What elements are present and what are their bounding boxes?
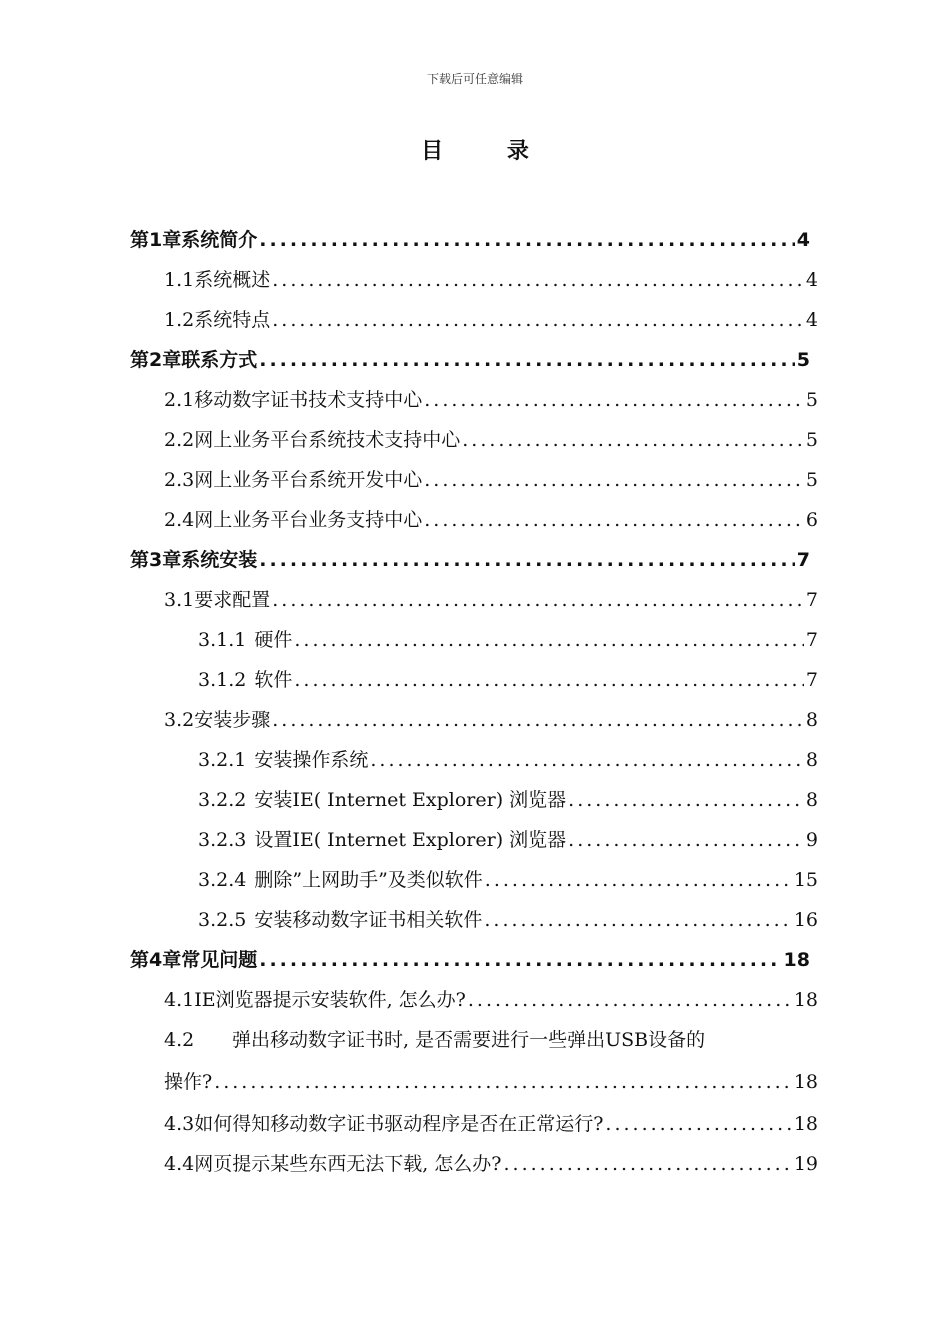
dot-leader (214, 1062, 792, 1102)
page-title: 目 录 (421, 139, 557, 164)
entry-title: 如何得知移动数字证书驱动程序是否在正常运行? (194, 1113, 604, 1135)
toc-entry-2-1[interactable] (164, 380, 818, 420)
entry-title: 系统概述 (194, 269, 271, 291)
page-number: 18 (793, 1071, 818, 1093)
page-number: 15 (793, 869, 818, 891)
page-number: 7 (796, 549, 810, 571)
entry-number: 4.2 (164, 1029, 195, 1051)
page-number: 7 (805, 629, 818, 651)
entry-number: 3.1.1 (198, 629, 247, 651)
page-number: 9 (805, 829, 818, 851)
entry-title: 网上业务平台系统开发中心 (194, 469, 423, 491)
toc-entry-3-2[interactable] (164, 700, 818, 740)
dot-leader (259, 220, 795, 260)
page-number: 5 (805, 429, 818, 451)
entry-number: 1.2 (164, 309, 195, 331)
dot-leader (294, 660, 804, 700)
toc-entry-chapter-4[interactable] (130, 940, 810, 980)
page-number: 7 (805, 669, 818, 691)
entry-number: 3.2.5 (198, 909, 247, 931)
dot-leader (504, 1144, 792, 1184)
entry-number: 1.1 (164, 269, 195, 291)
entry-title: 网上业务平台业务支持中心 (194, 509, 423, 531)
toc-entry-2-2[interactable] (164, 420, 818, 460)
dot-leader (272, 260, 804, 300)
page-number: 5 (805, 469, 818, 491)
toc-entry-2-3[interactable] (164, 460, 818, 500)
entry-title: 系统特点 (194, 309, 271, 331)
entry-title: 安装移动数字证书相关软件 (254, 909, 483, 931)
entry-title: 移动数字证书技术支持中心 (194, 389, 423, 411)
toc-entry-4-1[interactable] (164, 980, 818, 1020)
toc-entry-3-1[interactable] (164, 580, 818, 620)
entry-title: 设置IE( Internet Explorer) 浏览器 (254, 829, 567, 851)
entry-title: IE浏览器提示安装软件, 怎么办? (194, 989, 466, 1011)
page-number: 8 (805, 789, 818, 811)
entry-title: 弹出移动数字证书时, 是否需要进行一些弹出USB设备的 (232, 1029, 706, 1051)
toc-entry-4-3[interactable] (164, 1104, 818, 1144)
toc-entry-3-2-5[interactable] (198, 900, 818, 940)
entry-number: 第3章 (130, 549, 182, 571)
toc-entry-chapter-1[interactable] (130, 220, 810, 260)
toc-entry-3-1-2[interactable] (198, 660, 818, 700)
toc-entry-4-2[interactable] (164, 1020, 818, 1060)
toc-entry-3-2-1[interactable] (198, 740, 818, 780)
page-number: 8 (805, 749, 818, 771)
toc-entry-4-2-continued[interactable] (164, 1062, 818, 1102)
toc-entry-3-2-4[interactable] (198, 860, 818, 900)
dot-leader (294, 620, 804, 660)
page-number: 18 (793, 1113, 818, 1135)
entry-number: 4.1 (164, 989, 195, 1011)
entry-title: 常见问题 (181, 949, 258, 971)
page-number: 19 (793, 1153, 818, 1175)
toc-entry-2-4[interactable] (164, 500, 818, 540)
entry-number: 4.4 (164, 1153, 195, 1175)
dot-leader (568, 820, 804, 860)
entry-title: 网页提示某些东西无法下载, 怎么办? (194, 1153, 502, 1175)
entry-number: 2.2 (164, 429, 195, 451)
entry-number: 第4章 (130, 949, 182, 971)
header-note: 下载后可任意编辑 (426, 72, 523, 86)
entry-number: 2.3 (164, 469, 195, 491)
dot-leader (468, 980, 792, 1020)
page-number: 4 (796, 229, 810, 251)
dot-leader (259, 340, 795, 380)
entry-title: 要求配置 (194, 589, 271, 611)
page-number: 8 (805, 709, 818, 731)
entry-title: 系统简介 (181, 229, 258, 251)
page-number: 7 (805, 589, 818, 611)
entry-number: 2.4 (164, 509, 195, 531)
dot-leader (485, 860, 792, 900)
dot-leader (424, 500, 804, 540)
entry-number: 3.1.2 (198, 669, 247, 691)
dot-leader (272, 300, 804, 340)
entry-title: 网上业务平台系统技术支持中心 (194, 429, 461, 451)
entry-title: 联系方式 (181, 349, 258, 371)
entry-number: 第1章 (130, 229, 182, 251)
page-number: 18 (783, 949, 810, 971)
page-number: 4 (805, 269, 818, 291)
page-number: 5 (796, 349, 810, 371)
entry-title: 硬件 (254, 629, 293, 651)
dot-leader (259, 540, 795, 580)
dot-leader (605, 1104, 791, 1144)
entry-number: 3.1 (164, 589, 195, 611)
page-number: 4 (805, 309, 818, 331)
dot-leader (259, 940, 781, 980)
page-number: 18 (793, 989, 818, 1011)
dot-leader (424, 380, 804, 420)
toc-entry-3-1-1[interactable] (198, 620, 818, 660)
entry-number: 第2章 (130, 349, 182, 371)
entry-number: 4.3 (164, 1113, 195, 1135)
entry-number: 3.2.3 (198, 829, 247, 851)
page-number: 16 (793, 909, 818, 931)
entry-title: 安装操作系统 (254, 749, 369, 771)
dot-leader (484, 900, 791, 940)
entry-title-continued: 操作? (164, 1071, 213, 1093)
entry-number: 2.1 (164, 389, 195, 411)
page-number: 6 (805, 509, 818, 531)
dot-leader (272, 580, 804, 620)
entry-number: 3.2 (164, 709, 195, 731)
dot-leader (370, 740, 804, 780)
toc-entry-chapter-3[interactable] (130, 540, 810, 580)
entry-number: 3.2.1 (198, 749, 247, 771)
toc-entry-chapter-2[interactable] (130, 340, 810, 380)
toc-entry-1-1[interactable] (164, 260, 818, 300)
dot-leader (424, 460, 804, 500)
entry-number: 3.2.2 (198, 789, 247, 811)
entry-title: 安装IE( Internet Explorer) 浏览器 (254, 789, 567, 811)
toc-entry-3-2-3[interactable] (198, 820, 818, 860)
dot-leader (568, 780, 804, 820)
dot-leader (462, 420, 804, 460)
entry-title: 删除”上网助手”及类似软件 (254, 869, 483, 891)
entry-number: 3.2.4 (198, 869, 247, 891)
toc-entry-1-2[interactable] (164, 300, 818, 340)
toc-entry-3-2-2[interactable] (198, 780, 818, 820)
page-number: 5 (805, 389, 818, 411)
entry-title: 系统安装 (181, 549, 258, 571)
entry-title: 安装步骤 (194, 709, 271, 731)
entry-title: 软件 (254, 669, 293, 691)
dot-leader (272, 700, 804, 740)
toc-entry-4-4[interactable] (164, 1144, 818, 1184)
